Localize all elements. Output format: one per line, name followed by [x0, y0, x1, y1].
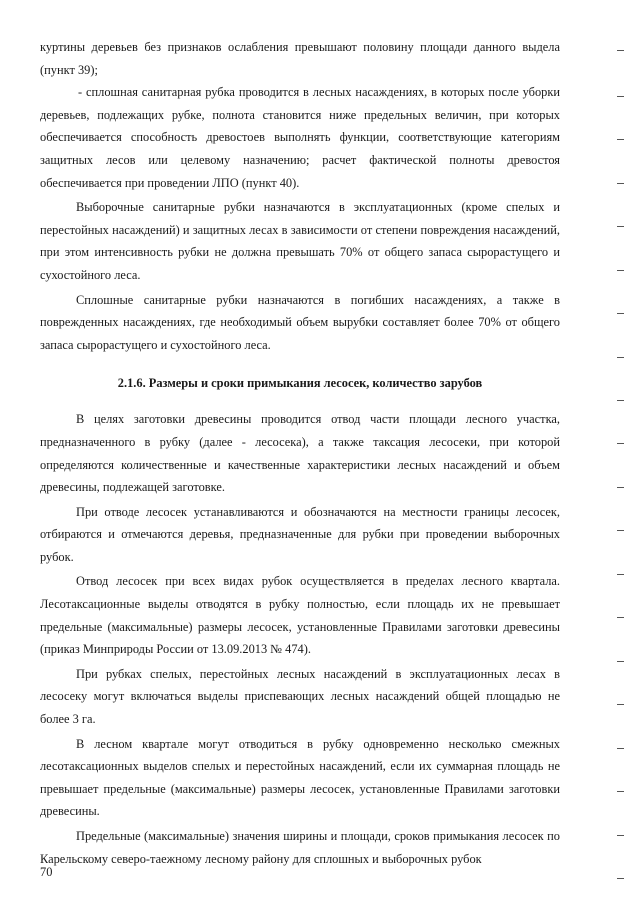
- margin-tick: [617, 835, 624, 836]
- margin-tick: [617, 226, 624, 227]
- margin-tick: [617, 617, 624, 618]
- paragraph-adjacent-sections: В лесном квартале могут отводиться в рубку одновременно несколько смежных лесотаксационных выделов спелых и перестойных насаждений, если их суммарная площадь не превышает предельные (максимальные) размеры лесосек, установленные Правилами заготовки древесины.: [40, 736, 560, 819]
- paragraph-allotment-purpose: В целях заготовки древесины проводится отвод части площади лесного участка, предназначенного в рубку (далее - лесосека), а также таксация лесосеки, при которой определяются количественные и качественные характеристики лесных насаждений и объем древесины, подлежащей заготовке.: [40, 412, 560, 495]
- margin-tick: [617, 791, 624, 792]
- margin-tick: [617, 139, 624, 140]
- paragraph-limit-values: Предельные (максимальные) значения ширины и площади, сроков примыкания лесосек по Карельскому северо-таежному лесному району для сплошных и выборочных рубок: [40, 829, 560, 866]
- margin-tick: [617, 183, 624, 184]
- paragraph-maturing-stands: При рубках спелых, перестойных лесных насаждений в эксплуатационных лесах в лесосеку могут включаться выделы приспевающих лесных насаждений общей площадью не более 3 га.: [40, 666, 560, 727]
- scan-margin-marks: [614, 0, 624, 905]
- document-page: [40, 36, 560, 870]
- margin-tick: [617, 487, 624, 488]
- margin-tick: [617, 270, 624, 271]
- paragraph-clear-sanitary-cutting: Сплошные санитарные рубки назначаются в погибших насаждениях, а также в поврежденных насаждениях, где необходимый объем вырубки составляет более 70% от общего запаса сырорастущего и сухостойного леса.: [40, 292, 560, 352]
- paragraph-allotment-limits: Отвод лесосек при всех видах рубок осуществляется в пределах лесного квартала. Лесотаксационные выделы отводятся в рубку полностью, если площадь их не превышает предельные (максимальные) размеры лесосек, установленные Правилами заготовки древесины (приказ Минприроды России от 13.09.2013 № 474).: [40, 574, 560, 657]
- margin-tick: [617, 574, 624, 575]
- section-heading: 2.1.6. Размеры и сроки примыкания лесосек, количество зарубов: [117, 376, 483, 391]
- paragraph-clear-sanitary-cutting-item: - сплошная санитарная рубка проводится в лесных насаждениях, в которых после уборки деревьев, подлежащих рубке, полнота становится ниже предельных величин, при которых обеспечивается способность древостоев выполнять функции, соответствующие категориям защитных лесов или целевому назначению; расчет фактической полноты древостоя обеспечивается при проведении ЛПО (пункт 40).: [40, 85, 560, 190]
- margin-tick: [617, 443, 624, 444]
- paragraph-selective-sanitary-cutting: Выборочные санитарные рубки назначаются в эксплуатационных (кроме спелых и перестойных насаждений) и защитных лесах в зависимости от степени повреждения насаждений, при этом интенсивность рубки не должна превышать 70% от общего запаса сырорастущего и сухостойного леса.: [40, 200, 560, 282]
- margin-tick: [617, 400, 624, 401]
- margin-tick: [617, 50, 624, 51]
- paragraph-continuation: куртины деревьев без признаков ослабления превышают половину площади данного выдела (пункт 39);: [40, 40, 560, 77]
- margin-tick: [617, 96, 624, 97]
- margin-tick: [617, 661, 624, 662]
- margin-tick: [617, 878, 624, 879]
- margin-tick: [617, 704, 624, 705]
- paragraph-allotment-marking: При отводе лесосек устанавливаются и обозначаются на местности границы лесосек, отбираются и отмечаются деревья, предназначенные для рубки при проведении выборочных рубок.: [40, 504, 560, 564]
- page-number: 70: [40, 865, 53, 879]
- margin-tick: [617, 357, 624, 358]
- margin-tick: [617, 313, 624, 314]
- margin-tick: [617, 530, 624, 531]
- margin-tick: [617, 748, 624, 749]
